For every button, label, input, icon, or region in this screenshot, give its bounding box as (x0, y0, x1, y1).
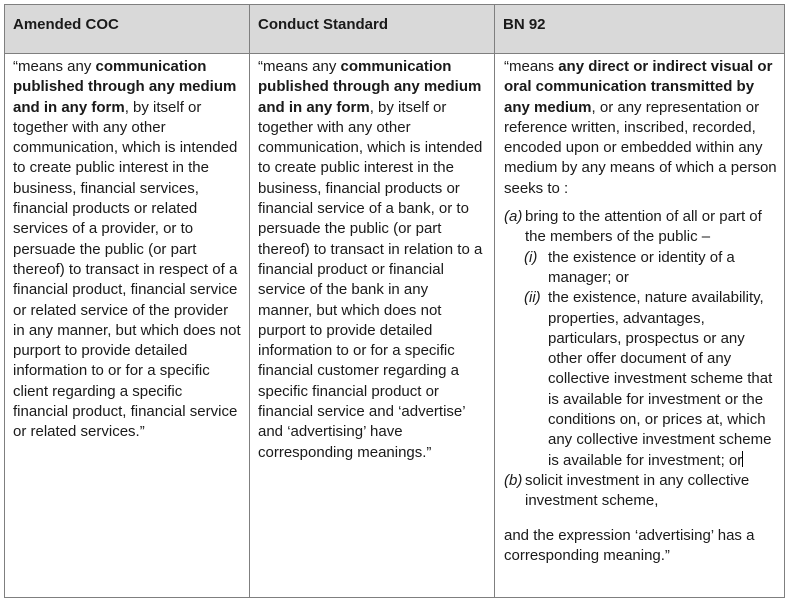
amended-coc-bold-phrase: communication published through any medium and in any form (13, 58, 237, 116)
subitem-i-label: (i) (524, 248, 538, 266)
text-cursor (742, 451, 743, 467)
item-a-content (525, 207, 778, 248)
subitem-ii-text-wrap (548, 288, 778, 471)
definitions-table (4, 4, 785, 598)
conduct-standard-text-start: “means any (258, 58, 341, 75)
bn92-cell (495, 54, 785, 598)
conduct-standard-text-rest: , by itself or together with any other communication, which is intended to create public interest in the business, financial products or financial service of a bank, or to persuade the public (or part thereof) to transact in relation to a financial product or financial service of the bank in any manner, but which does not purport to provide detailed information to or for a specific financial customer regarding a specific financial product or financial service and ‘advertise’ and ‘advertising’ have corresponding meanings.” (258, 98, 483, 461)
subitem-ii-text: the existence, nature availability, properties, advantages, particulars, prospectus or any other offer document of any collective investment scheme that is available for investment or the conditions on, or prices at, which any collective investment scheme is available for investment; or (548, 289, 773, 469)
amended-coc-text-rest: , by itself or together with any other communication, which is intended to create public interest in the business, financial services, financial products or related services of a provider, or to persuade the public (or part thereof) to transact in respect of a financial product, financial service or related service of the provider in any manner, but which does not purport to provide detailed information to or for a specific client regarding a specific financial product, financial service or related services.” (13, 98, 241, 441)
column-header-amended-coc: Amended COC (5, 5, 250, 54)
item-a-label: (a) (504, 208, 523, 226)
bn92-definition (504, 57, 778, 199)
bn92-item-b (504, 471, 778, 512)
header-row (5, 5, 785, 54)
conduct-standard-bold-phrase: communication published through any medium and in any form (258, 58, 482, 116)
bn92-closing: and the expression ‘advertising’ has a corresponding meaning.” (504, 526, 755, 564)
subitem-i-text: the existence or identity of a manager; or (548, 248, 735, 286)
bn92-subitem-ii (524, 288, 778, 471)
item-b-label: (b) (504, 471, 523, 489)
subitem-ii-label: (ii) (524, 289, 541, 307)
conduct-standard-cell (250, 54, 495, 598)
item-b-text: solicit investment in any collective investment scheme, (525, 471, 750, 510)
conduct-standard-definition (258, 57, 486, 463)
bn92-text-start: “means (504, 58, 559, 75)
bn92-bold-phrase: any direct or indirect visual or oral communication transmitted by any medium (504, 58, 773, 116)
column-header-conduct-standard: Conduct Standard (250, 5, 495, 54)
item-a-text: bring to the attention of all or part of the members of the public – (525, 208, 762, 246)
definition-row (5, 54, 785, 598)
amended-coc-definition (13, 57, 241, 443)
amended-coc-cell (5, 54, 250, 598)
bn92-subitem-i (524, 248, 778, 289)
column-header-bn92: BN 92 (495, 5, 785, 54)
bn92-subitems (504, 248, 778, 471)
amended-coc-text-start: “means any (13, 58, 96, 75)
bn92-text-rest: , or any representation or reference written, inscribed, recorded, encoded upon or embedded within any medium by any means of which a person seeks to : (504, 98, 777, 197)
bn92-item-a (504, 207, 778, 248)
